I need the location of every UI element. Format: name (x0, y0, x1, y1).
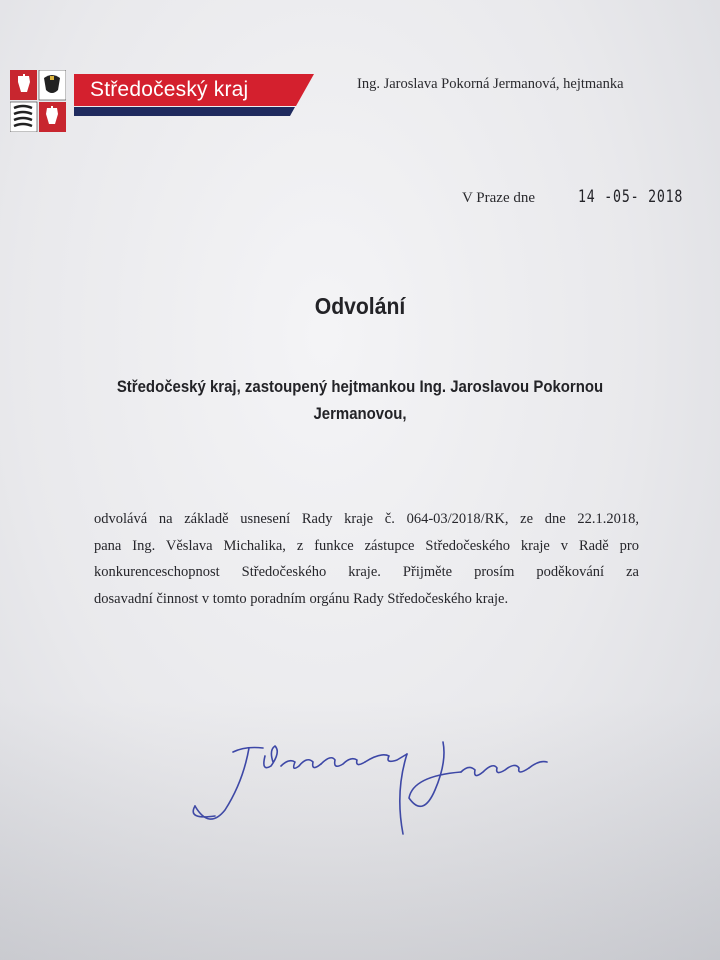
document-title: Odvolání (314, 293, 406, 319)
coat-of-arms-icon (10, 70, 66, 132)
body-line: konkurenceschopnost Středočeského kraje. Přijměte prosím poděkování za (94, 564, 639, 580)
handwritten-date: 14 -05- 2018 (578, 187, 684, 207)
subject-line: Středočeský kraj, zastoupený hejtmankou Ing. Jaroslavou Pokornou (116, 377, 604, 396)
handwritten-signature (185, 732, 565, 842)
body-line: odvolává na základě usnesení Rady kraje č. 064-03/2018/RK, ze dne 22.1.2018, (94, 511, 639, 527)
body-line: pana Ing. Věslava Michalika, z funkce zástupce Středočeského kraje v Radě pro (94, 537, 639, 554)
subject-heading (60, 373, 660, 427)
official-name: Ing. Jaroslava Pokorná Jermanová, hejtmanka (357, 76, 624, 92)
brand-name: Středočeský kraj (90, 78, 249, 101)
body-paragraph (94, 506, 639, 612)
place-label: V Praze dne (462, 190, 536, 206)
body-line: dosavadní činnost v tomto poradním orgánu Rady Středočeského kraje. (94, 590, 509, 607)
subject-line: Jermanovou, (313, 404, 407, 423)
